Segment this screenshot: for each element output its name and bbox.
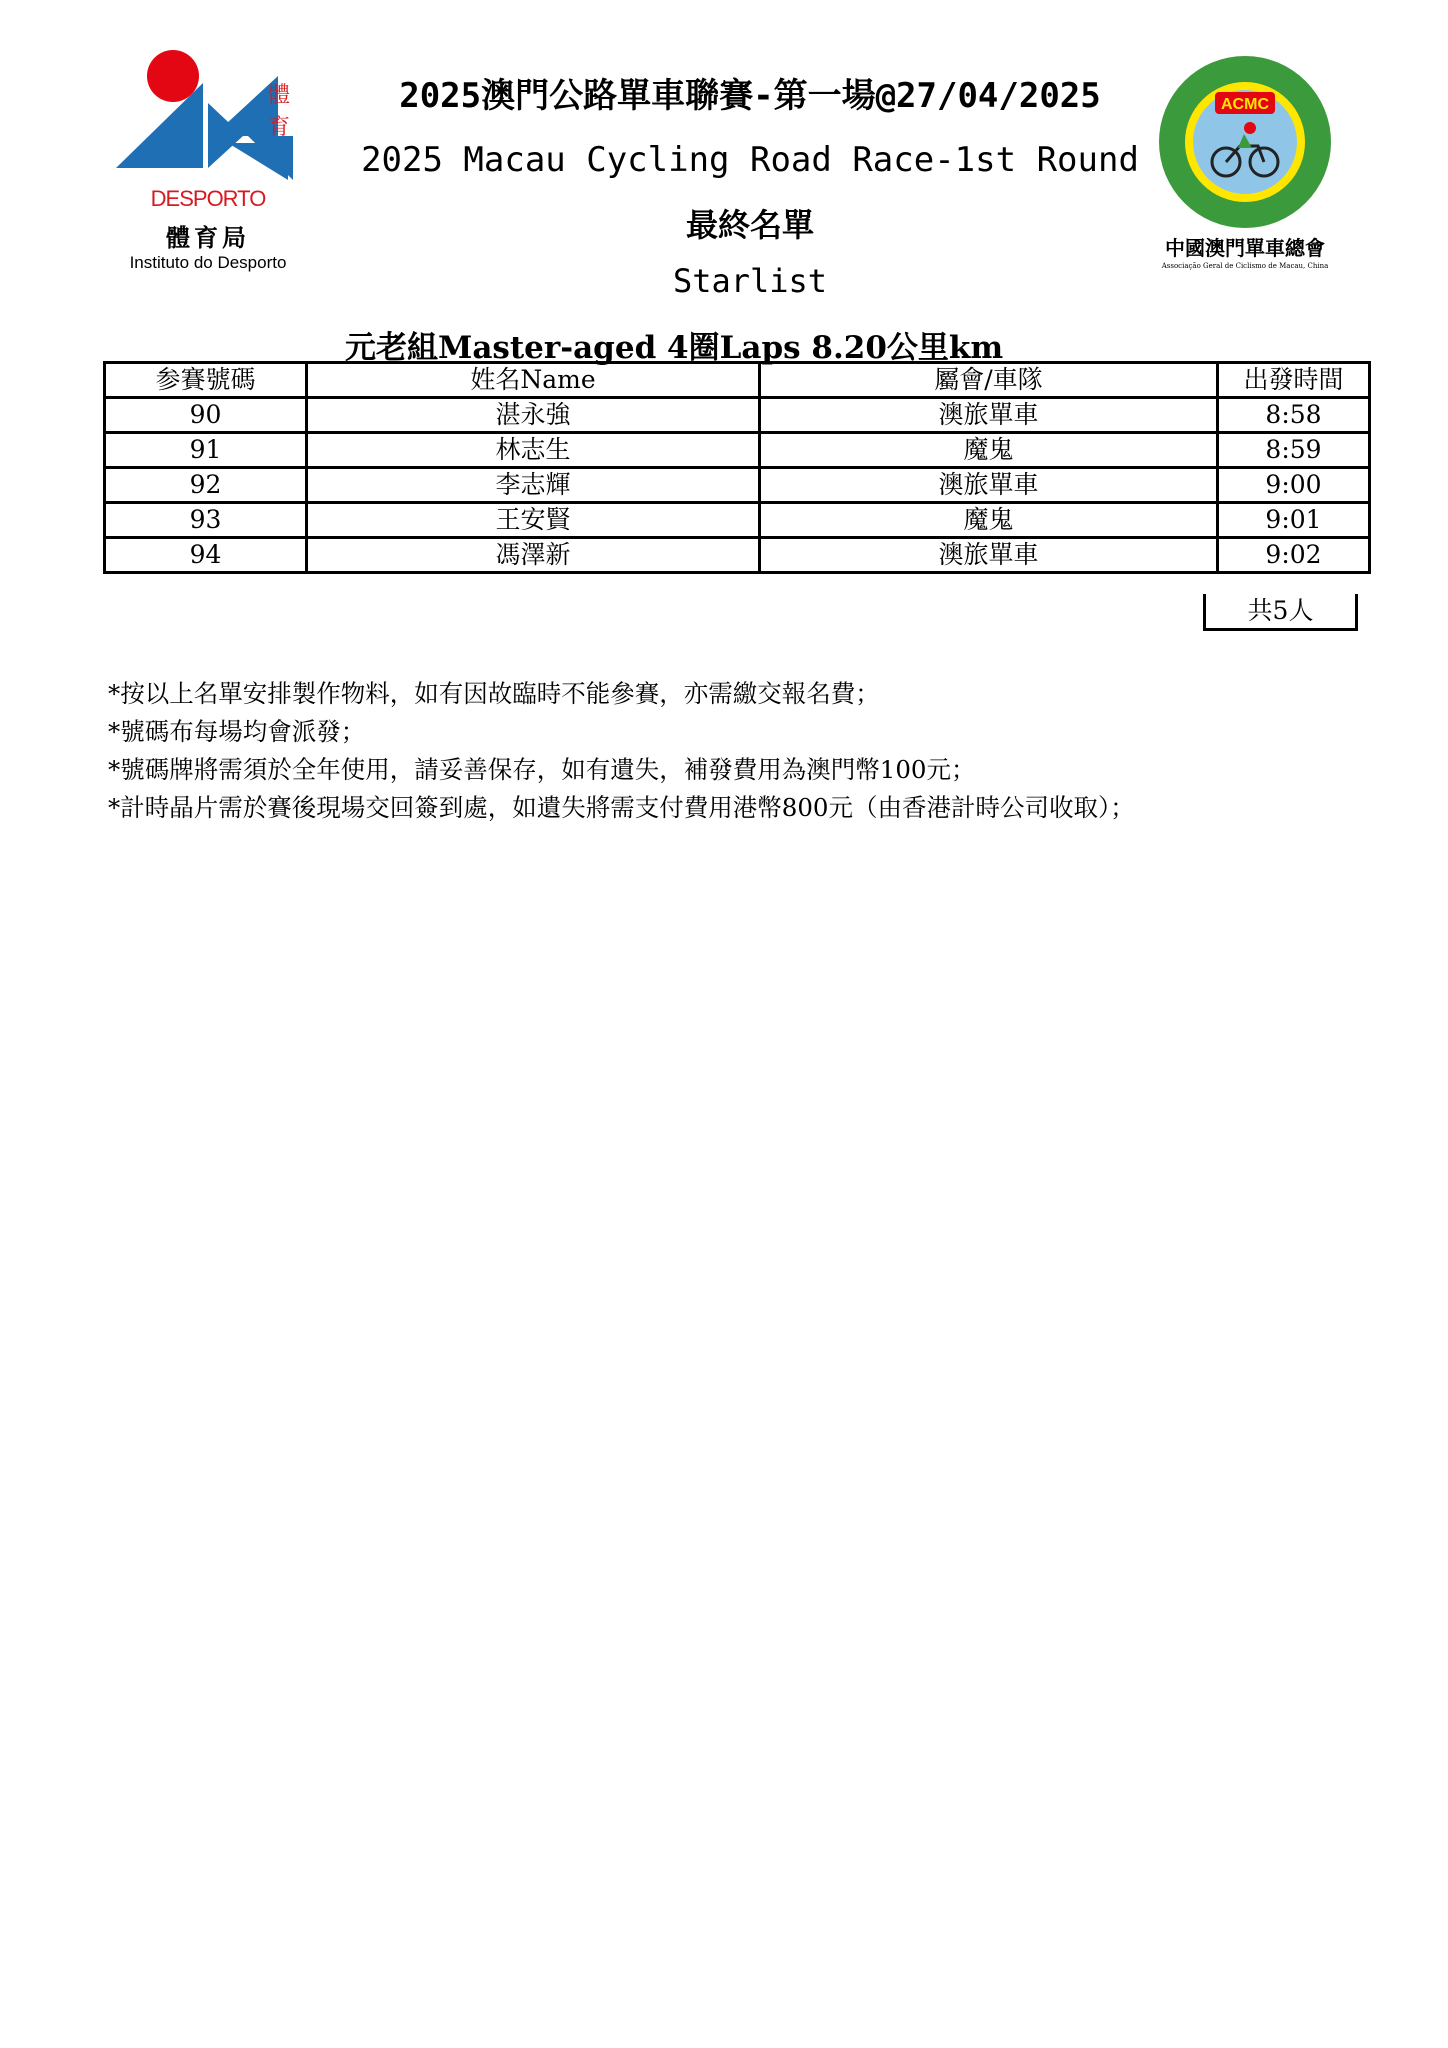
logo-left-name-pt: Instituto do Desporto [129,253,287,272]
header-start-time: 出發時間 [1218,363,1370,398]
logo-right-name-pt: Associação Geral de Ciclismo de Macau, China [1161,262,1329,270]
subtitle-cn: 最終名單 [685,206,814,244]
cell-bib: 94 [105,538,307,573]
cell-name: 湛永強 [307,398,760,433]
table-row [105,538,1370,573]
cell-team: 魔鬼 [760,433,1218,468]
category-title: 元老組Master-aged 4圈Laps 8.20公里km [345,330,1004,366]
cell-bib: 92 [105,468,307,503]
note-item: *號碼牌將需須於全年使用，請妥善保存，如有遺失，補發費用為澳門幣100元； [108,755,976,784]
notes-list [108,675,1358,827]
cell-name: 馮澤新 [307,538,760,573]
cell-team: 魔鬼 [760,503,1218,538]
header-bib-number: 参賽號碼 [105,363,307,398]
acmc-badge-text: ACMC [1221,96,1269,113]
cell-bib: 91 [105,433,307,468]
title-en: 2025 Macau Cycling Road Race-1st Round [361,140,1139,180]
cell-time: 9:00 [1218,468,1370,503]
starlist-table [103,361,1371,574]
cell-time: 9:01 [1218,503,1370,538]
subtitle-en: Starlist [672,262,828,300]
note-item: *計時晶片需於賽後現場交回簽到處，如遺失將需支付費用港幣800元（由香港計時公司收取）； [108,793,1135,822]
cell-time: 8:59 [1218,433,1370,468]
desporto-logo [108,48,308,278]
cell-time: 9:02 [1218,538,1370,573]
note-item: *號碼布每場均會派發； [108,717,366,746]
table-row [105,398,1370,433]
cell-team: 澳旅單車 [760,398,1218,433]
cell-time: 8:58 [1218,398,1370,433]
note-item: *按以上名單安排製作物料，如有因故臨時不能參賽，亦需繳交報名費； [108,679,880,708]
cell-name: 李志輝 [307,468,760,503]
header-club-team: 屬會/車隊 [760,363,1218,398]
total-count: 共5人 [1203,594,1358,631]
logo-left-brand: DESPORTO [150,186,266,211]
header-name: 姓名Name [307,363,760,398]
cell-team: 澳旅單車 [760,538,1218,573]
cell-team: 澳旅單車 [760,468,1218,503]
cell-bib: 90 [105,398,307,433]
logo-left-cn-2: 育 [268,115,291,140]
cell-name: 王安賢 [307,503,760,538]
logo-left-cn-1: 體 [268,83,291,108]
title-cn: 2025澳門公路單車聯賽-第一場@27/04/2025 [399,76,1101,116]
cell-bib: 93 [105,503,307,538]
acmc-logo [1140,50,1350,280]
table-row [105,468,1370,503]
table-row [105,503,1370,538]
table-header-row [105,363,1370,398]
table-row [105,433,1370,468]
acmc-emblem-icon [1140,50,1350,230]
logo-left-name-cn: 體育局 [166,223,250,252]
logo-right-name-cn: 中國澳門單車總會 [1165,236,1325,260]
cell-name: 林志生 [307,433,760,468]
